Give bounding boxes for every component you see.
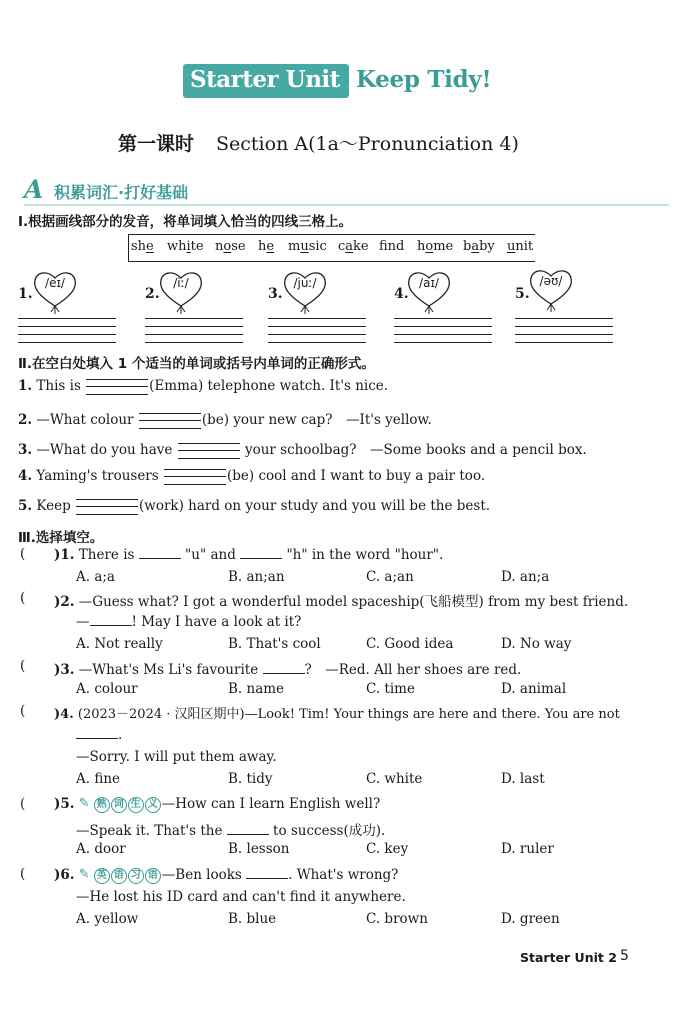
heart-balloon-icon (281, 268, 329, 318)
option-a[interactable]: A. Not really (76, 636, 163, 652)
answer-blank[interactable] (76, 726, 118, 739)
option-c[interactable]: C. a;an (366, 569, 414, 585)
word-bank-word: he (258, 239, 275, 254)
heart-item-number: 4. (394, 286, 409, 302)
answer-blank[interactable] (76, 499, 138, 515)
part1-heading: Ⅰ.根据画线部分的发音，将单词填入恰当的四线三格上。 (18, 214, 353, 230)
option-d[interactable]: D. green (501, 911, 560, 927)
word-bank-word: music (288, 239, 327, 254)
option-d[interactable]: D. animal (501, 681, 567, 697)
option-b[interactable]: B. an;an (228, 569, 285, 585)
answer-blank[interactable] (263, 661, 305, 674)
writing-lines[interactable] (394, 318, 492, 346)
answer-blank[interactable] (164, 469, 226, 485)
answer-blank[interactable] (246, 866, 288, 879)
option-c[interactable]: C. Good idea (366, 636, 454, 652)
section-a-divider (24, 204, 669, 206)
answer-blank[interactable] (90, 613, 132, 626)
choice-question-line: —He lost his ID card and can't find it anywhere. (76, 889, 406, 905)
phoneme-label: /juː/ (293, 276, 317, 290)
writing-lines[interactable] (18, 318, 116, 346)
option-d[interactable]: D. No way (501, 636, 572, 652)
word-bank-word: white (167, 239, 204, 254)
fill-question: 2. —What colour (be) your new cap? —It's yellow. (18, 412, 432, 428)
answer-blank[interactable] (139, 413, 201, 429)
heart-balloon-icon (31, 268, 79, 318)
word-bank-word: fnd (379, 239, 405, 254)
choice-question: )2. —Guess what? I got a wonderful model spaceship(飞船模型) from my best friend. (54, 594, 629, 610)
heart-balloon-icon (405, 268, 453, 318)
word-bank-word: she (131, 239, 154, 254)
fill-question: 1. This is (Emma) telephone watch. It's nice. (18, 378, 389, 394)
fill-question: 3. —What do you have your schoolbag? —Some books and a pencil box. (18, 442, 587, 458)
answer-blank[interactable] (227, 822, 269, 835)
heart-item-number: 1. (18, 286, 33, 302)
answer-paren[interactable]: ( (20, 546, 26, 562)
answer-blank[interactable] (240, 546, 282, 559)
option-a[interactable]: A. a;a (76, 569, 115, 585)
answer-paren[interactable]: ( (20, 866, 26, 882)
option-d[interactable]: D. ruler (501, 841, 554, 857)
heart-item-number: 3. (268, 286, 283, 302)
footer-unit: Starter Unit 2 (520, 950, 617, 965)
writing-lines[interactable] (268, 318, 366, 346)
word-bank-word: baby (463, 239, 495, 254)
word-bank-word: home (417, 239, 454, 254)
heart-balloon-icon (527, 266, 575, 316)
option-c[interactable]: C. time (366, 681, 415, 697)
option-b[interactable]: B. blue (228, 911, 277, 927)
skill-tag: ✎ 英 语 习 语 (79, 867, 162, 884)
skill-tag: ✎ 熟 词 生 义 (79, 796, 162, 813)
heart-item-number: 5. (515, 286, 530, 302)
heart-balloon-icon (157, 268, 205, 318)
phoneme-label: /eɪ/ (45, 276, 65, 290)
part3-heading: Ⅲ.选择填空。 (18, 530, 104, 546)
answer-blank[interactable] (86, 379, 148, 395)
unit-label: Starter Unit 2 (190, 66, 363, 93)
answer-blank[interactable] (139, 546, 181, 559)
choice-question-line: — ! May I have a look at it? (76, 614, 302, 630)
word-bank-word: unit (507, 239, 534, 254)
word-bank (128, 234, 535, 262)
lesson-section: Section A(1a～Pronunciation 4) (216, 133, 519, 155)
part2-heading: Ⅱ.在空白处填入 1 个适当的单词或括号内单词的正确形式。 (18, 356, 375, 372)
answer-paren[interactable]: ( (20, 796, 26, 812)
option-a[interactable]: A. door (76, 841, 126, 857)
option-d[interactable]: D. last (501, 771, 545, 787)
option-b[interactable]: B. name (228, 681, 285, 697)
option-a[interactable]: A. colour (76, 681, 138, 697)
section-a-letter: A (24, 175, 44, 204)
writing-lines[interactable] (145, 318, 243, 346)
word-bank-word: nose (215, 239, 246, 254)
answer-paren[interactable]: ( (20, 658, 26, 674)
phoneme-label: /əʊ/ (539, 274, 563, 288)
fill-question: 4. Yaming's trousers (be) cool and I want to buy a pair too. (18, 468, 486, 484)
word-bank-word: cake (338, 239, 369, 254)
option-b[interactable]: B. lesson (228, 841, 290, 857)
option-a[interactable]: A. fine (76, 771, 121, 787)
heart-item-number: 2. (145, 286, 160, 302)
choice-question: )5. ✎ 熟 词 生 义 —How can I learn English well? (54, 796, 381, 812)
pen-icon: ✎ (78, 867, 90, 882)
fill-question: 5. Keep (work) hard on your study and you will be the best. (18, 498, 491, 514)
answer-paren[interactable]: ( (20, 703, 26, 719)
unit-title: Keep Tidy! (356, 66, 492, 93)
option-d[interactable]: D. an;a (501, 569, 550, 585)
answer-paren[interactable]: ( (20, 590, 26, 606)
choice-question: )3. —What's Ms Li's favourite ? —Red. All her shoes are red. (54, 662, 522, 678)
page-number: 5 (620, 948, 629, 964)
phoneme-label: /aɪ/ (419, 276, 439, 290)
section-a-title: 积累词汇·打好基础 (54, 183, 189, 202)
writing-lines[interactable] (515, 318, 613, 346)
option-b[interactable]: B. That's cool (228, 636, 321, 652)
option-a[interactable]: A. yellow (76, 911, 139, 927)
option-c[interactable]: C. white (366, 771, 423, 787)
choice-question: )6. ✎ 英 语 习 语 —Ben looks . What's wrong? (54, 867, 399, 883)
choice-question: )1. There is "u" and "h" in the word "hour". (54, 547, 444, 563)
choice-question: )4. (2023－2024 · 汉阳区期中)—Look! Tim! Your things are here and there. You are not (54, 707, 620, 722)
phoneme-label: /iː/ (173, 276, 189, 290)
lesson-title (118, 129, 519, 156)
option-c[interactable]: C. brown (366, 911, 428, 927)
option-b[interactable]: B. tidy (228, 771, 273, 787)
answer-blank[interactable] (178, 443, 240, 459)
option-c[interactable]: C. key (366, 841, 409, 857)
choice-question-line: —Speak it. That's the to success(成功). (76, 823, 386, 839)
pen-icon: ✎ (78, 796, 90, 811)
choice-question-line: —Sorry. I will put them away. (76, 749, 277, 765)
choice-question-line: . (76, 726, 122, 743)
lesson-number: 第一课时 (118, 133, 195, 155)
